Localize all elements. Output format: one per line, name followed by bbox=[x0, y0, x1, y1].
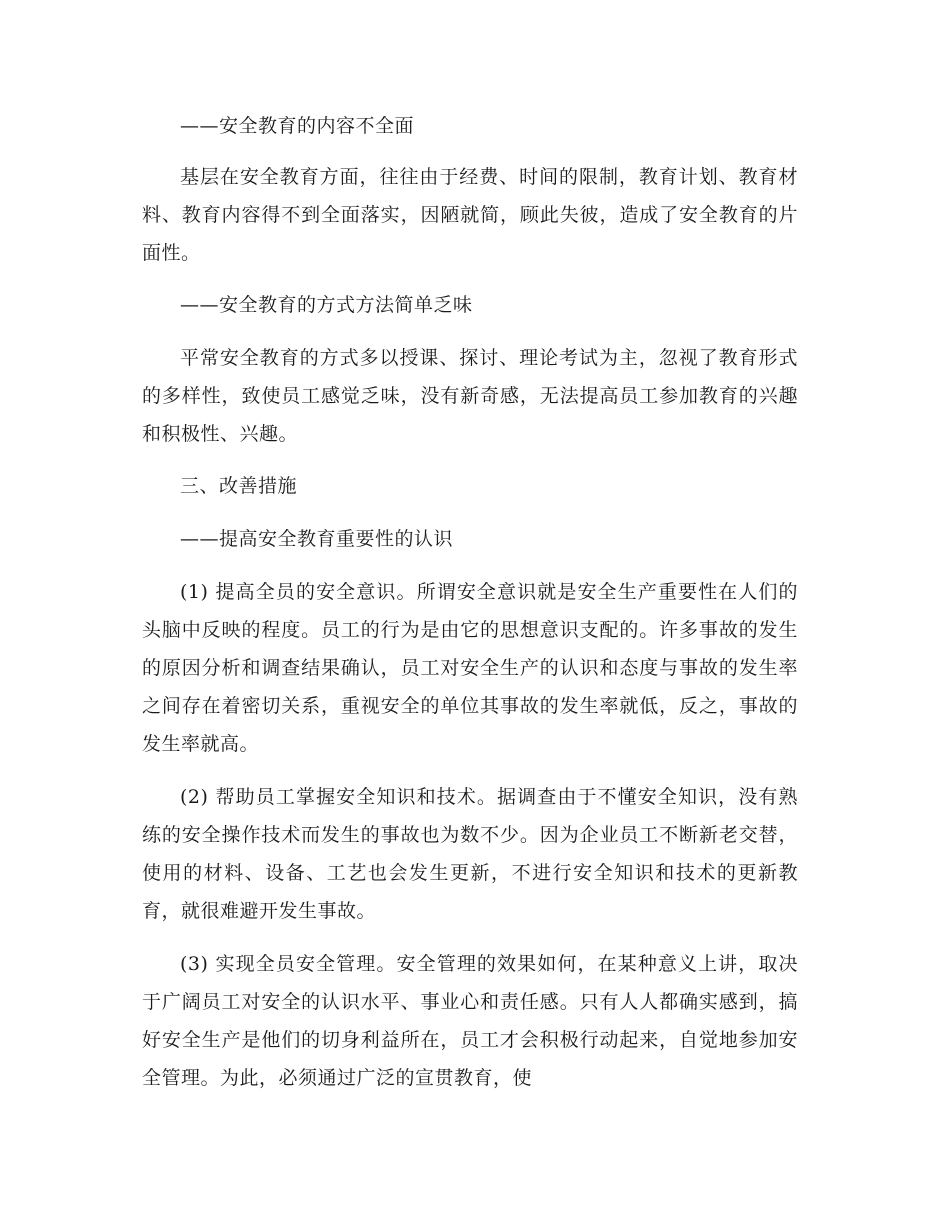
paragraph-item-1-safety-awareness: (1) 提高全员的安全意识。所谓安全意识就是安全生产重要性在人们的头脑中反映的程度。员工的行为是由它的思想意识支配的。许多事故的发生的原因分析和调查结果确认，员工对安全生产的认识和态度与事故的发生率之间存在着密切关系，重视安全的单位其事故的发生率就低，反之，事故的发生率就高。 bbox=[142, 581, 798, 755]
paragraph-training-methods: 平常安全教育的方式多以授课、探讨、理论考试为主，忽视了教育形式的多样性，致使员工感觉乏味，没有新奇感，无法提高员工参加教育的兴趣和积极性、兴趣。 bbox=[142, 347, 798, 445]
subheading-methods-dull: ——安全教育的方式方法简单乏味 bbox=[180, 294, 473, 316]
subheading-content-incomplete: ——安全教育的内容不全面 bbox=[180, 115, 415, 137]
paragraph-basic-level-limits: 基层在安全教育方面，往往由于经费、时间的限制，教育计划、教育材料、教育内容得不到全面落实，因陋就简，顾此失彼，造成了安全教育的片面性。 bbox=[142, 166, 798, 264]
section-heading-improvement-measures: 三、改善措施 bbox=[180, 475, 298, 497]
subheading-raise-awareness: ——提高安全教育重要性的认识 bbox=[180, 528, 454, 550]
paragraph-item-3-safety-management: (3) 实现全员安全管理。安全管理的效果如何，在某种意义上讲，取决于广阔员工对安全的认识水平、事业心和责任感。只有人人都确实感到，搞好安全生产是他们的切身利益所在，员工才会积极行动起来，自觉地参加安全管理。为此，必须通过广泛的宣贯教育，使 bbox=[142, 953, 798, 1089]
paragraph-item-2-safety-knowledge: (2) 帮助员工掌握安全知识和技术。据调查由于不懂安全知识，没有熟练的安全操作技术而发生的事故也为数不少。因为企业员工不断新老交替，使用的材料、设备、工艺也会发生更新，不进行安全知识和技术的更新教育，就很难避开发生事故。 bbox=[142, 786, 798, 922]
